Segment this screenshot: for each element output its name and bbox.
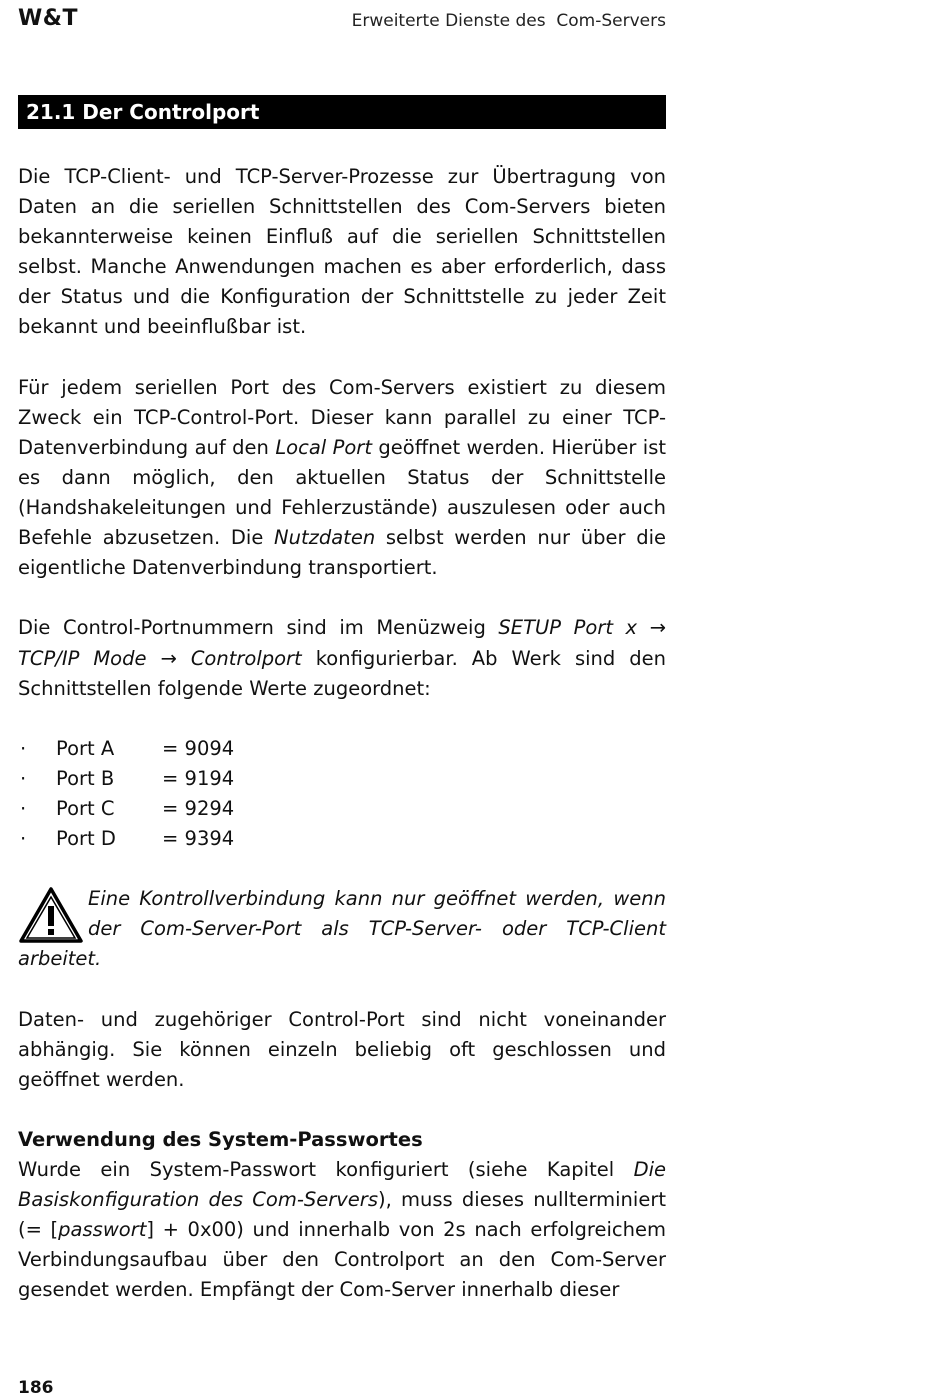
emphasis-nutzdaten: Nutzdaten — [274, 526, 376, 550]
warning-text: Eine Kontrollverbindung kann nur geöffnet werden, wenn der Com-Server-Port als TCP-Server- oder TCP-Client arbeitet. — [18, 887, 666, 971]
port-value: = 9394 — [162, 827, 235, 851]
warning-note — [18, 884, 666, 974]
text-run: ] + 0x00) und innerhalb von 2s nach erfolgreichem Verbindungsaufbau über den Controlport an den Com-Server gesendet werden. Empfängt der Com-Server innerhalb dieser — [18, 1218, 666, 1302]
text-run: Für jedem seriellen Port des Com-Servers existiert zu diesem Zweck ein TCP-Control-Port. Dieser kann parallel zu einer TCP-Datenverbindung auf den — [18, 375, 666, 459]
emphasis-chapter-reference: Die Basiskonfiguration des Com-Servers — [18, 1158, 666, 1212]
text-run: selbst werden nur über die eigentliche Datenverbindung transportiert. — [18, 526, 666, 580]
emphasis-local-port: Local Port — [275, 435, 372, 459]
port-value: = 9194 — [162, 766, 235, 790]
list-item — [18, 824, 666, 854]
paragraph-system-password — [18, 1155, 666, 1305]
list-item — [18, 764, 666, 794]
text-run: geöffnet werden. Hierüber ist es dann möglich, den aktuellen Status der Schnittstelle (Handshakeleitungen und Fehlerzustände) auszulesen oder auch Befehle abzusetzen. Die — [18, 435, 666, 550]
paragraph-independence: Daten- und zugehöriger Control-Port sind nicht voneinander abhängig. Sie können einzeln beliebig oft geschlossen und geöffnet werden. — [18, 1007, 666, 1091]
emphasis-passwort: passwort — [58, 1218, 147, 1242]
port-name: Port A — [56, 736, 115, 760]
port-value: = 9294 — [162, 796, 235, 820]
list-item — [18, 734, 666, 764]
emphasis-menu-path: SETUP Port x → TCP/IP Mode → Controlport — [18, 616, 666, 670]
bullet: · — [20, 827, 27, 851]
port-value: = 9094 — [162, 736, 235, 760]
section-heading: 21.1 Der Controlport — [18, 95, 666, 129]
text-run: konfigurierbar. Ab Werk sind den Schnittstellen folgende Werte zugeordnet: — [18, 646, 666, 700]
text-run: ), muss dieses nullterminiert (= [ — [18, 1188, 666, 1242]
subsection-heading: Verwendung des System-Passwortes — [18, 1128, 423, 1151]
page-number: 186 — [18, 1378, 54, 1398]
port-list — [18, 734, 666, 854]
brand-logo: W&T — [18, 6, 78, 31]
text-run: Wurde ein System-Passwort konfiguriert (siehe Kapitel — [18, 1158, 634, 1182]
document-body — [18, 162, 666, 1336]
port-name: Port D — [56, 827, 116, 851]
list-item — [18, 794, 666, 824]
paragraph-intro: Die TCP-Client- und TCP-Server-Prozesse zur Übertragung von Daten an die seriellen Schnittstellen des Com-Servers bieten bekannterweise keinen Einfluß auf die seriellen Schnittstellen selbst. Manche Anwendungen machen es aber erforderlich, dass der Status und die Konfiguration der Schnittstelle zu jeder Zeit bekannt und beeinflußbar ist. — [18, 165, 666, 339]
port-name: Port B — [56, 766, 115, 790]
bullet: · — [20, 766, 27, 790]
paragraph-port-numbers — [18, 613, 666, 703]
warning-triangle-icon — [18, 886, 84, 944]
bullet: · — [20, 736, 27, 760]
paragraph-control-port — [18, 373, 666, 584]
port-name: Port C — [56, 796, 115, 820]
text-run: Die Control-Portnummern sind im Menüzweig — [18, 616, 499, 640]
bullet: · — [20, 796, 27, 820]
running-header: Erweiterte Dienste des Com-Servers — [351, 11, 666, 31]
